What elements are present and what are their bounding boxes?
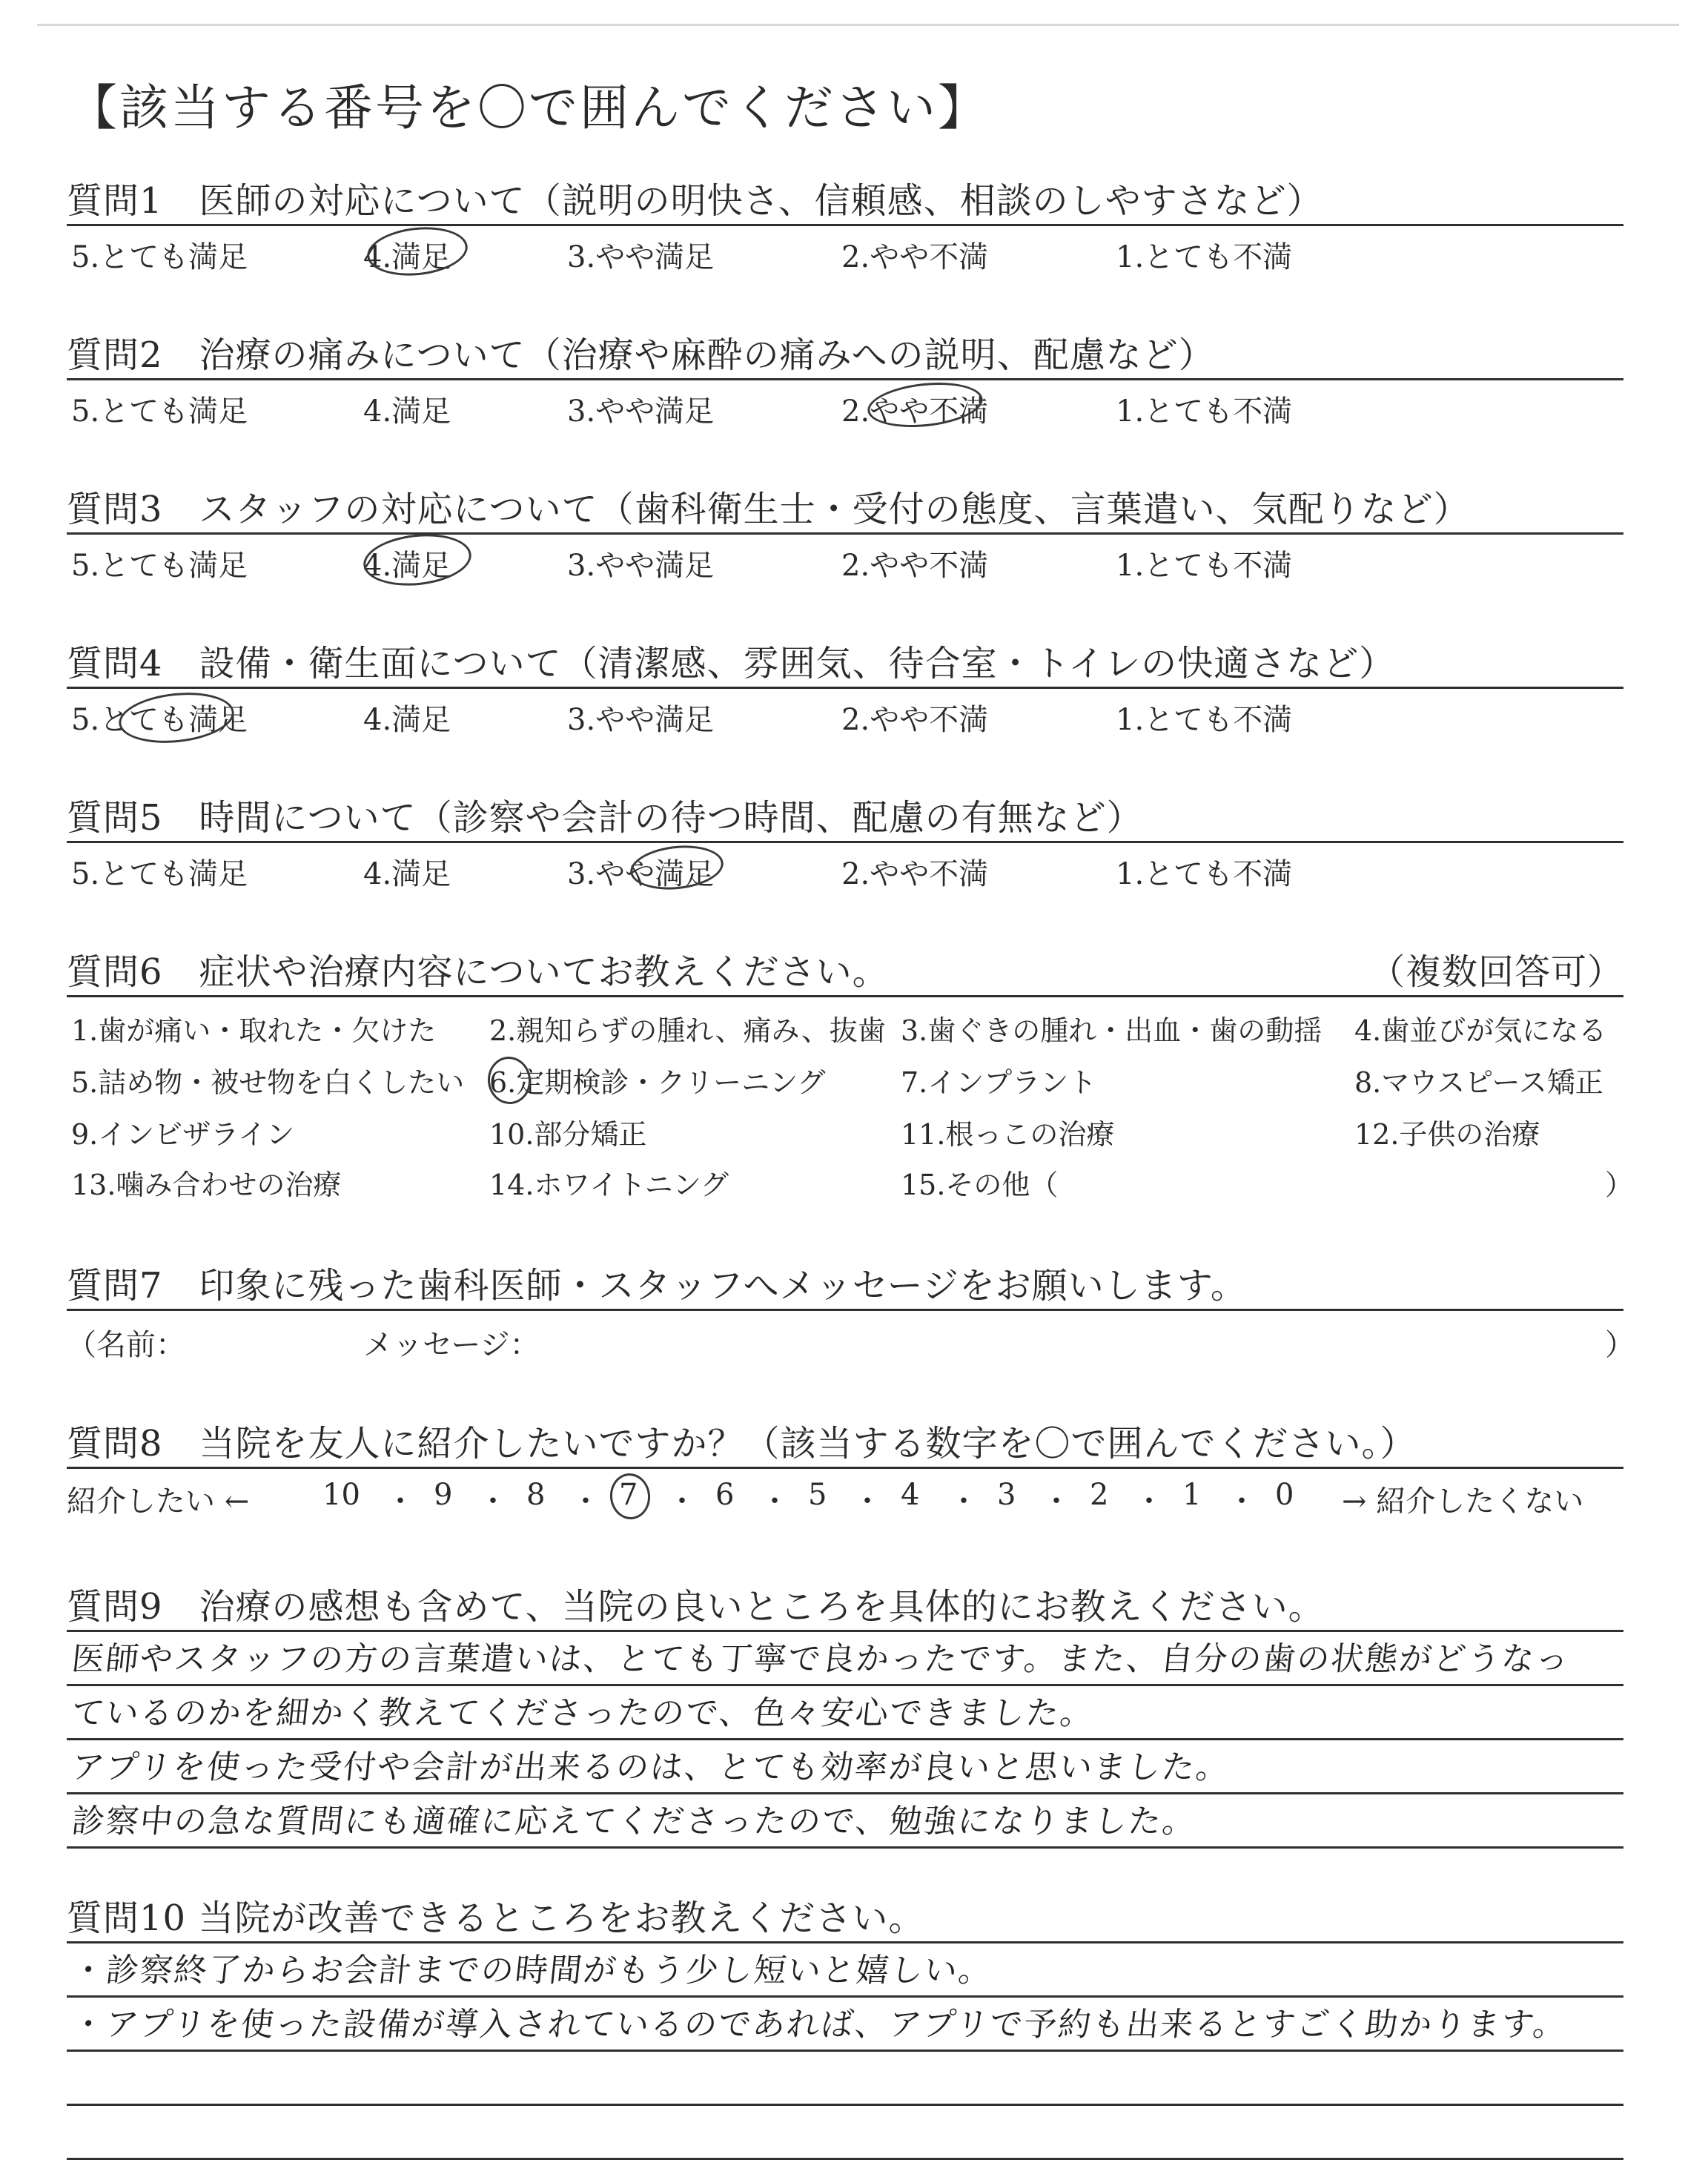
option-1[interactable]: 1.とても不満 [1116,240,1293,274]
handwritten-text: 診察中の急な質問にも適確に応えてくださったので、勉強になりました。 [70,1803,1199,1840]
question-6-title [67,943,1623,993]
symptom-option-5[interactable]: 5.詰め物・被せ物を白くしたい [71,1066,465,1099]
option-5[interactable]: 5.とても満足 [71,703,248,737]
question-2 [67,326,1623,428]
scale-6[interactable]: 6 [715,1478,735,1512]
question-10-title: 質問10 当院が改善できるところをお教えください。 [67,1898,925,1939]
rating-options [67,226,1623,274]
recommend-scale [67,1469,1623,1521]
scale-right-label: → 紹介したくない [1342,1484,1584,1519]
answer-line [67,1794,1623,1849]
question-7-title: 質問7 印象に残った歯科医師・スタッフへメッセージをお願いします。 [67,1265,1247,1307]
option-3[interactable]: 3.やや満足 [567,857,715,891]
option-3[interactable]: 3.やや満足 [567,240,715,274]
scale-5[interactable]: 5 [808,1478,827,1512]
rating-options [67,535,1623,582]
scale-dot: ・ [949,1484,979,1519]
question-10 [67,1889,1623,2160]
question-3-title: 質問3 スタッフの対応について（歯科衛生士・受付の態度、言葉遣い、気配りなど） [67,489,1470,530]
scale-8[interactable]: 8 [526,1478,546,1512]
answer-line [67,2052,1623,2106]
answer-area[interactable] [67,1943,1623,2160]
symptom-option-10[interactable]: 10.部分矯正 [489,1118,647,1151]
scale-dot: ・ [1042,1484,1071,1519]
scale-3[interactable]: 3 [997,1478,1016,1512]
handwritten-text: ・アプリを使った設備が導入されているのであれば、アプリで予約も出来るとすごく助かります。 [70,2006,1569,2044]
symptom-options [67,997,1634,1205]
symptom-option-6[interactable]: 6.定期検診・クリーニング [489,1066,826,1099]
question-4 [67,635,1623,736]
symptom-option-3[interactable]: 3.歯ぐきの腫れ・出血・歯の動揺 [901,1014,1323,1047]
handwritten-text: ているのかを細かく教えてくださったので、色々安心できました。 [70,1694,1096,1732]
answer-line [67,2106,1623,2160]
question-9 [67,1578,1623,1849]
question-3 [67,480,1623,582]
scale-dot: ・ [667,1484,697,1519]
scale-dot: ・ [385,1484,415,1519]
option-4[interactable]: 4.満足 [363,703,451,737]
option-4[interactable]: 4.満足 [363,549,451,583]
option-1[interactable]: 1.とても不満 [1116,703,1293,737]
option-5[interactable]: 5.とても満足 [71,857,248,891]
symptom-option-12[interactable]: 12.子供の治療 [1354,1118,1540,1151]
scale-dot: ・ [478,1484,508,1519]
symptom-option-15-close: ） [1605,1169,1634,1201]
option-3[interactable]: 3.やや満足 [567,394,715,429]
option-2[interactable]: 2.やや不満 [841,394,989,429]
question-5-title: 質問5 時間について（診察や会計の待つ時間、配慮の有無など） [67,797,1143,839]
symptom-option-1[interactable]: 1.歯が痛い・取れた・欠けた [71,1014,437,1047]
option-2[interactable]: 2.やや不満 [841,549,989,583]
question-8 [67,1415,1623,1521]
question-1 [67,172,1623,274]
symptom-option-9[interactable]: 9.インビザライン [71,1118,295,1151]
scale-dot: ・ [1227,1484,1257,1519]
multiple-answer-note: （複数回答可） [1368,951,1623,993]
name-label[interactable]: （名前： [67,1328,185,1362]
scale-7[interactable]: 7 [619,1478,638,1512]
scan-edge-line [37,24,1679,26]
question-2-title: 質問2 治療の痛みについて（治療や麻酔の痛みへの説明、配慮など） [67,334,1215,376]
symptom-option-13[interactable]: 13.噛み合わせの治療 [71,1169,342,1201]
scale-10[interactable]: 10 [322,1478,360,1512]
option-2[interactable]: 2.やや不満 [841,703,989,737]
rating-options [67,380,1623,428]
answer-line [67,1943,1623,1998]
handwritten-text: ・診察終了からお会計までの時間がもう少し短いと嬉しい。 [70,1952,995,1989]
scale-dot: ・ [760,1484,790,1519]
symptom-option-11[interactable]: 11.根っこの治療 [901,1118,1115,1151]
handwritten-text: 医師やスタッフの方の言葉遣いは、とても丁寧で良かったです。また、自分の歯の状態がどうなっ [70,1640,1572,1678]
option-5[interactable]: 5.とても満足 [71,394,248,429]
question-5 [67,789,1623,891]
rating-options [67,843,1623,891]
handwritten-text: アプリを使った受付や会計が出来るのは、とても効率が良いと思いました。 [70,1748,1232,1786]
option-2[interactable]: 2.やや不満 [841,240,989,274]
message-row [67,1311,1635,1362]
scale-dot: ・ [1134,1484,1164,1519]
selection-circle [608,1471,652,1521]
option-3[interactable]: 3.やや満足 [567,703,715,737]
question-9-title: 質問9 治療の感想も含めて、当院の良いところを具体的にお教えください。 [67,1586,1325,1628]
answer-area[interactable] [67,1632,1623,1849]
scale-0[interactable]: 0 [1275,1478,1294,1512]
option-1[interactable]: 1.とても不満 [1116,857,1293,891]
answer-line [67,1740,1623,1794]
scale-left-label: 紹介したい ← [67,1484,250,1519]
option-3[interactable]: 3.やや満足 [567,549,715,583]
scale-1[interactable]: 1 [1182,1478,1202,1512]
option-4[interactable]: 4.満足 [363,394,451,429]
answer-line [67,1686,1623,1740]
option-5[interactable]: 5.とても満足 [71,240,248,274]
symptom-option-8[interactable]: 8.マウスピース矯正 [1354,1066,1603,1099]
symptom-option-15[interactable]: 15.その他（ [901,1169,1059,1201]
scale-dot: ・ [571,1484,600,1519]
option-1[interactable]: 1.とても不満 [1116,549,1293,583]
message-close: ） [1605,1328,1635,1362]
rating-options [67,689,1623,736]
scale-9[interactable]: 9 [434,1478,453,1512]
answer-line [67,1998,1623,2052]
question-8-title: 質問8 当院を友人に紹介したいですか？（該当する数字を〇で囲んでください。） [67,1423,1417,1464]
symptom-option-4[interactable]: 4.歯並びが気になる [1354,1014,1607,1047]
symptom-option-7[interactable]: 7.インプラント [901,1066,1097,1099]
question-1-title: 質問1 医師の対応について（説明の明快さ、信頼感、相談のしやすさなど） [67,180,1323,222]
option-2[interactable]: 2.やや不満 [841,857,989,891]
option-4[interactable]: 4.満足 [363,240,451,274]
symptom-option-14[interactable]: 14.ホワイトニング [489,1169,729,1201]
option-1[interactable]: 1.とても不満 [1116,394,1293,429]
option-4[interactable]: 4.満足 [363,857,451,891]
scale-4[interactable]: 4 [901,1478,920,1512]
answer-line [67,1632,1623,1686]
question-6-title-text: 質問6 症状や治療内容についてお教えください。 [67,951,889,993]
question-4-title: 質問4 設備・衛生面について（清潔感、雰囲気、待合室・トイレの快適さなど） [67,643,1396,684]
form-header: 【該当する番号を〇で囲んでください】 [68,79,989,136]
scale-2[interactable]: 2 [1090,1478,1109,1512]
message-label[interactable]: メッセージ： [363,1328,540,1362]
scale-dot: ・ [853,1484,882,1519]
question-7 [67,1257,1635,1362]
symptom-option-2[interactable]: 2.親知らずの腫れ、痛み、抜歯 [489,1014,886,1047]
option-5[interactable]: 5.とても満足 [71,549,248,583]
question-6 [67,943,1634,1205]
